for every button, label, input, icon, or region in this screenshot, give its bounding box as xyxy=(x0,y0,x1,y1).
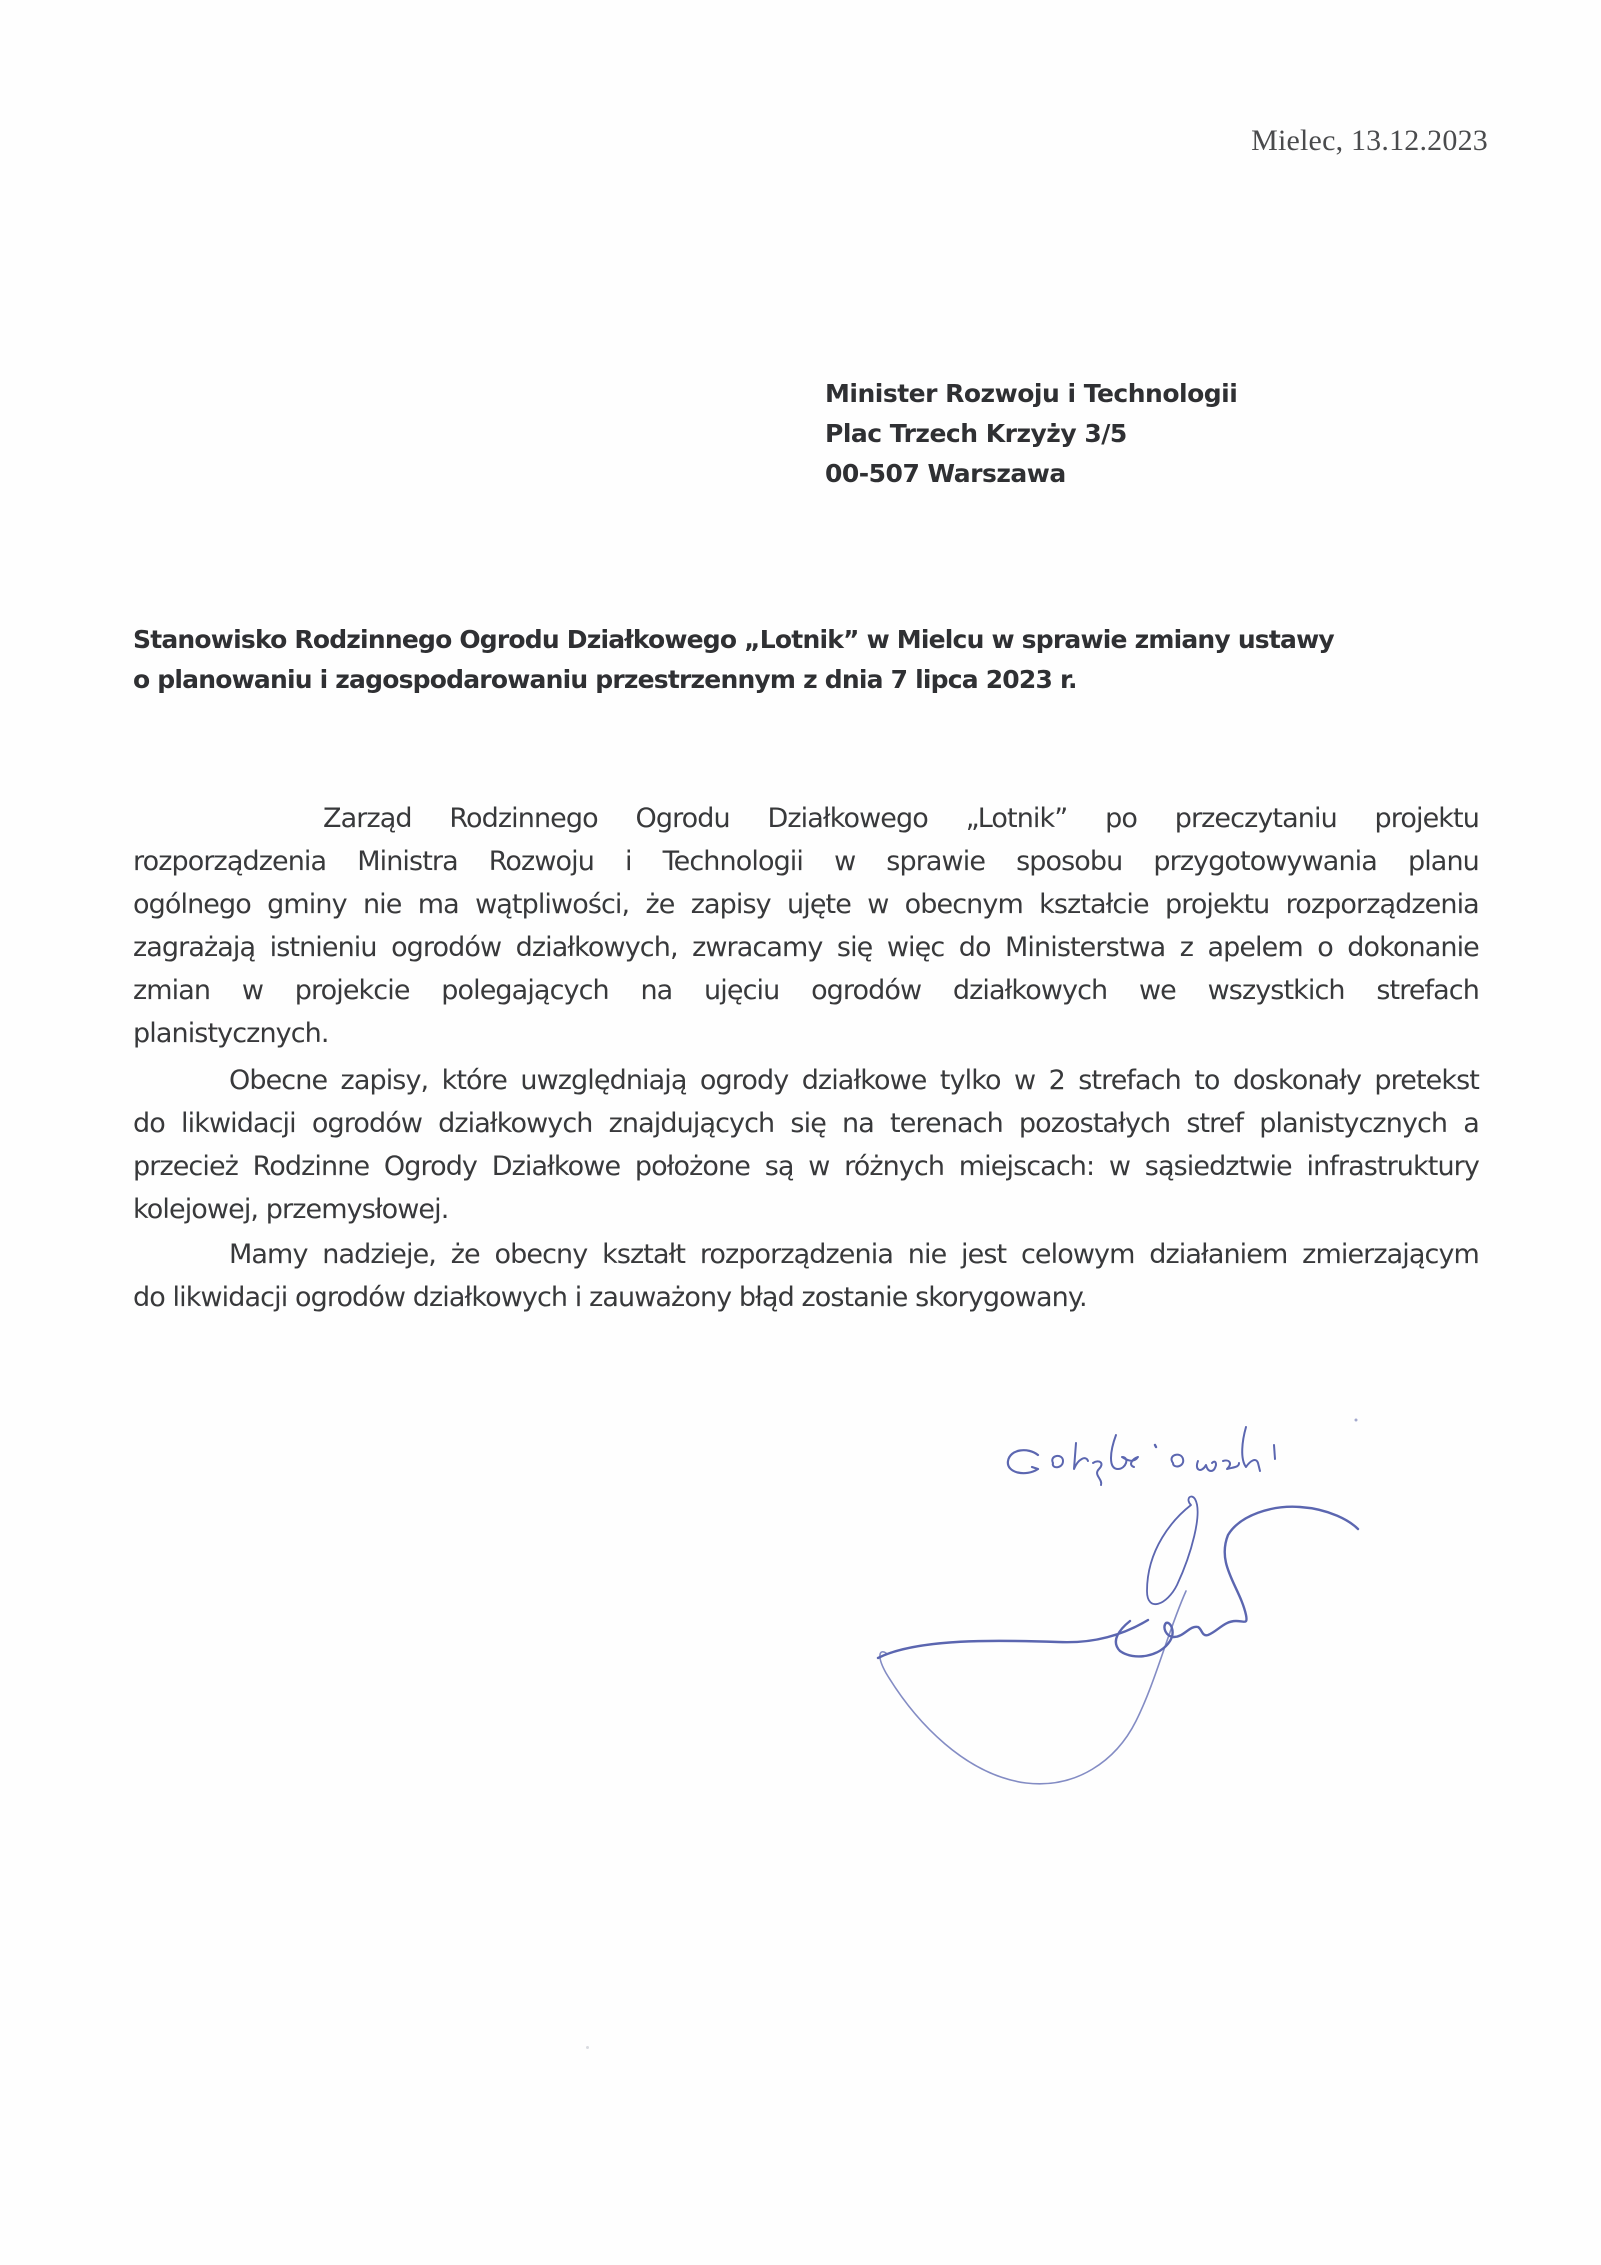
recipient-line-2: Plac Trzech Krzyży 3/5 xyxy=(825,419,1127,448)
signature-dot xyxy=(1355,1419,1358,1422)
word: dokonanie xyxy=(1347,932,1479,963)
paragraph-1 xyxy=(133,797,1479,1055)
word: likwidacji xyxy=(181,1108,296,1139)
word: miejscach: xyxy=(958,1151,1095,1182)
paragraph-line xyxy=(133,1059,1479,1102)
signature-name-stroke xyxy=(1223,1460,1239,1469)
signature-flourish xyxy=(878,1620,1148,1658)
word: Mamy xyxy=(229,1239,308,1270)
word: przecież xyxy=(133,1151,238,1182)
paragraph-2 xyxy=(133,1059,1479,1231)
paragraph-line xyxy=(133,840,1479,883)
word: strefach xyxy=(1376,975,1479,1006)
signature-name-stroke xyxy=(1093,1461,1101,1485)
word: nadzieje, xyxy=(322,1239,436,1270)
word: w xyxy=(1014,1065,1036,1096)
word: Ministerstwa xyxy=(1005,932,1166,963)
word: „Lotnik” xyxy=(965,803,1068,834)
signature-flourish xyxy=(880,1591,1186,1784)
word: tylko xyxy=(939,1065,1001,1096)
word: kształt xyxy=(602,1239,686,1270)
paragraph-line: planistycznych. xyxy=(133,1018,329,1049)
word: istnieniu xyxy=(269,932,377,963)
word: przygotowywania xyxy=(1153,846,1377,877)
word: sąsiedztwie xyxy=(1144,1151,1292,1182)
word: obecnym xyxy=(904,889,1023,920)
paragraph-line xyxy=(133,797,1479,840)
word: są xyxy=(764,1151,794,1182)
word: ogrodów xyxy=(811,975,922,1006)
word: ogrodów xyxy=(311,1108,423,1139)
signature-name-stroke xyxy=(1155,1445,1156,1447)
signature-name-stroke xyxy=(1074,1443,1088,1469)
word: projekcie xyxy=(294,975,410,1006)
word: Rodzinne xyxy=(252,1151,370,1182)
word: które xyxy=(441,1065,507,1096)
paragraph-line xyxy=(133,969,1479,1012)
signature-name-stroke xyxy=(1172,1455,1184,1467)
word: zmierzającym xyxy=(1302,1239,1479,1270)
word: rozporządzenia xyxy=(133,846,327,877)
word: celowym xyxy=(1020,1239,1135,1270)
word: sprawie xyxy=(886,846,986,877)
word: polegających xyxy=(441,975,609,1006)
word: działkowych, xyxy=(515,932,678,963)
word: to xyxy=(1194,1065,1220,1096)
word: w xyxy=(834,846,856,877)
word: że xyxy=(645,889,675,920)
word: się xyxy=(836,932,873,963)
word: ogrodów xyxy=(391,932,502,963)
word: Zarząd xyxy=(323,803,412,834)
paragraph-line: do likwidacji ogrodów działkowych i zauważony błąd zostanie skorygowany. xyxy=(133,1282,1087,1313)
word: różnych xyxy=(844,1151,945,1182)
word: działaniem xyxy=(1149,1239,1288,1270)
word: rozporządzenia xyxy=(1285,889,1479,920)
signature-name-stroke xyxy=(1052,1456,1063,1467)
word: planu xyxy=(1407,846,1479,877)
word: po xyxy=(1105,803,1137,834)
signature-name-stroke xyxy=(1274,1445,1275,1459)
word: nie xyxy=(907,1239,947,1270)
word: 2 xyxy=(1048,1065,1065,1096)
paragraph-line xyxy=(133,1102,1479,1145)
signature-name-stroke xyxy=(1197,1461,1216,1471)
word: na xyxy=(640,975,673,1006)
word: Działkowego xyxy=(767,803,928,834)
word: projektu xyxy=(1164,889,1270,920)
word: ogrody xyxy=(699,1065,789,1096)
word: Ministra xyxy=(357,846,458,877)
word: zapisy, xyxy=(340,1065,429,1096)
word: ma xyxy=(417,889,459,920)
word: do xyxy=(958,932,991,963)
word: na xyxy=(842,1108,874,1139)
word: znajdujących xyxy=(608,1108,775,1139)
word: jest xyxy=(961,1239,1007,1270)
word: kształcie xyxy=(1039,889,1149,920)
paragraph-3 xyxy=(133,1233,1479,1319)
word: pretekst xyxy=(1374,1065,1479,1096)
word: Ogrody xyxy=(383,1151,478,1182)
paragraph-line xyxy=(133,883,1479,926)
word: planistycznych xyxy=(1259,1108,1448,1139)
word: ogólnego xyxy=(133,889,251,920)
word: pozostałych xyxy=(1018,1108,1171,1139)
place-date: Mielec, 13.12.2023 xyxy=(1251,124,1488,157)
word: z xyxy=(1179,932,1193,963)
word: działkowych xyxy=(952,975,1108,1006)
word: Obecne xyxy=(229,1065,328,1096)
word: a xyxy=(1463,1108,1479,1139)
scan-speck xyxy=(586,2046,589,2049)
word: do xyxy=(133,1108,165,1139)
word: wątpliwości, xyxy=(475,889,630,920)
word: że xyxy=(450,1239,480,1270)
word: rozporządzenia xyxy=(699,1239,893,1270)
word: w xyxy=(808,1151,830,1182)
word: infrastruktury xyxy=(1306,1151,1479,1182)
recipient-address xyxy=(825,374,1237,494)
signature-flourish xyxy=(1116,1507,1358,1657)
word: obecny xyxy=(494,1239,588,1270)
word: stref xyxy=(1186,1108,1244,1139)
word: Technologii xyxy=(662,846,804,877)
word: nie xyxy=(362,889,402,920)
subject-line-1: Stanowisko Rodzinnego Ogrodu Działkowego „Lotnik” w Mielcu w sprawie zmiany ustawy xyxy=(133,625,1334,654)
word: apelem xyxy=(1207,932,1303,963)
word: zapisy xyxy=(690,889,771,920)
word: o xyxy=(1317,932,1333,963)
signature-name-stroke xyxy=(1242,1427,1260,1471)
recipient-line-3: 00-507 Warszawa xyxy=(825,459,1066,488)
word: uwzględniają xyxy=(520,1065,687,1096)
word: projektu xyxy=(1374,803,1479,834)
paragraph-line xyxy=(133,1145,1479,1188)
word: położone xyxy=(634,1151,750,1182)
word: ujęciu xyxy=(704,975,780,1006)
word: zmian xyxy=(133,975,211,1006)
subject-line-2: o planowaniu i zagospodarowaniu przestrzennym z dnia 7 lipca 2023 r. xyxy=(133,665,1077,694)
word: zagrażają xyxy=(133,932,256,963)
word: wszystkich xyxy=(1207,975,1345,1006)
word: gminy xyxy=(267,889,347,920)
word: ujęte xyxy=(787,889,851,920)
word: doskonały xyxy=(1232,1065,1362,1096)
word: przeczytaniu xyxy=(1174,803,1337,834)
word: w xyxy=(241,975,264,1006)
word: sposobu xyxy=(1016,846,1123,877)
recipient-line-1: Minister Rozwoju i Technologii xyxy=(825,379,1238,408)
word: we xyxy=(1138,975,1176,1006)
word: więc xyxy=(886,932,945,963)
word: Rodzinnego xyxy=(449,803,598,834)
word: się xyxy=(790,1108,826,1139)
word: działkowe xyxy=(801,1065,927,1096)
signature-name-stroke xyxy=(1111,1435,1138,1469)
word: zwracamy xyxy=(692,932,823,963)
word: Ogrodu xyxy=(635,803,730,834)
word: Działkowe xyxy=(491,1151,621,1182)
word: Rozwoju xyxy=(488,846,594,877)
paragraph-line xyxy=(133,926,1479,969)
word: strefach xyxy=(1078,1065,1181,1096)
signature-name-stroke xyxy=(1008,1450,1038,1473)
paragraph-line: kolejowej, przemysłowej. xyxy=(133,1194,449,1225)
signature-flourish xyxy=(1147,1497,1198,1605)
letter-subject xyxy=(133,620,1393,700)
handwritten-signature-icon xyxy=(868,1405,1428,1825)
word: w xyxy=(1108,1151,1131,1182)
word: działkowych xyxy=(438,1108,593,1139)
paragraph-line xyxy=(133,1233,1479,1276)
word: i xyxy=(624,846,632,877)
word: w xyxy=(867,889,889,920)
word: terenach xyxy=(890,1108,1003,1139)
